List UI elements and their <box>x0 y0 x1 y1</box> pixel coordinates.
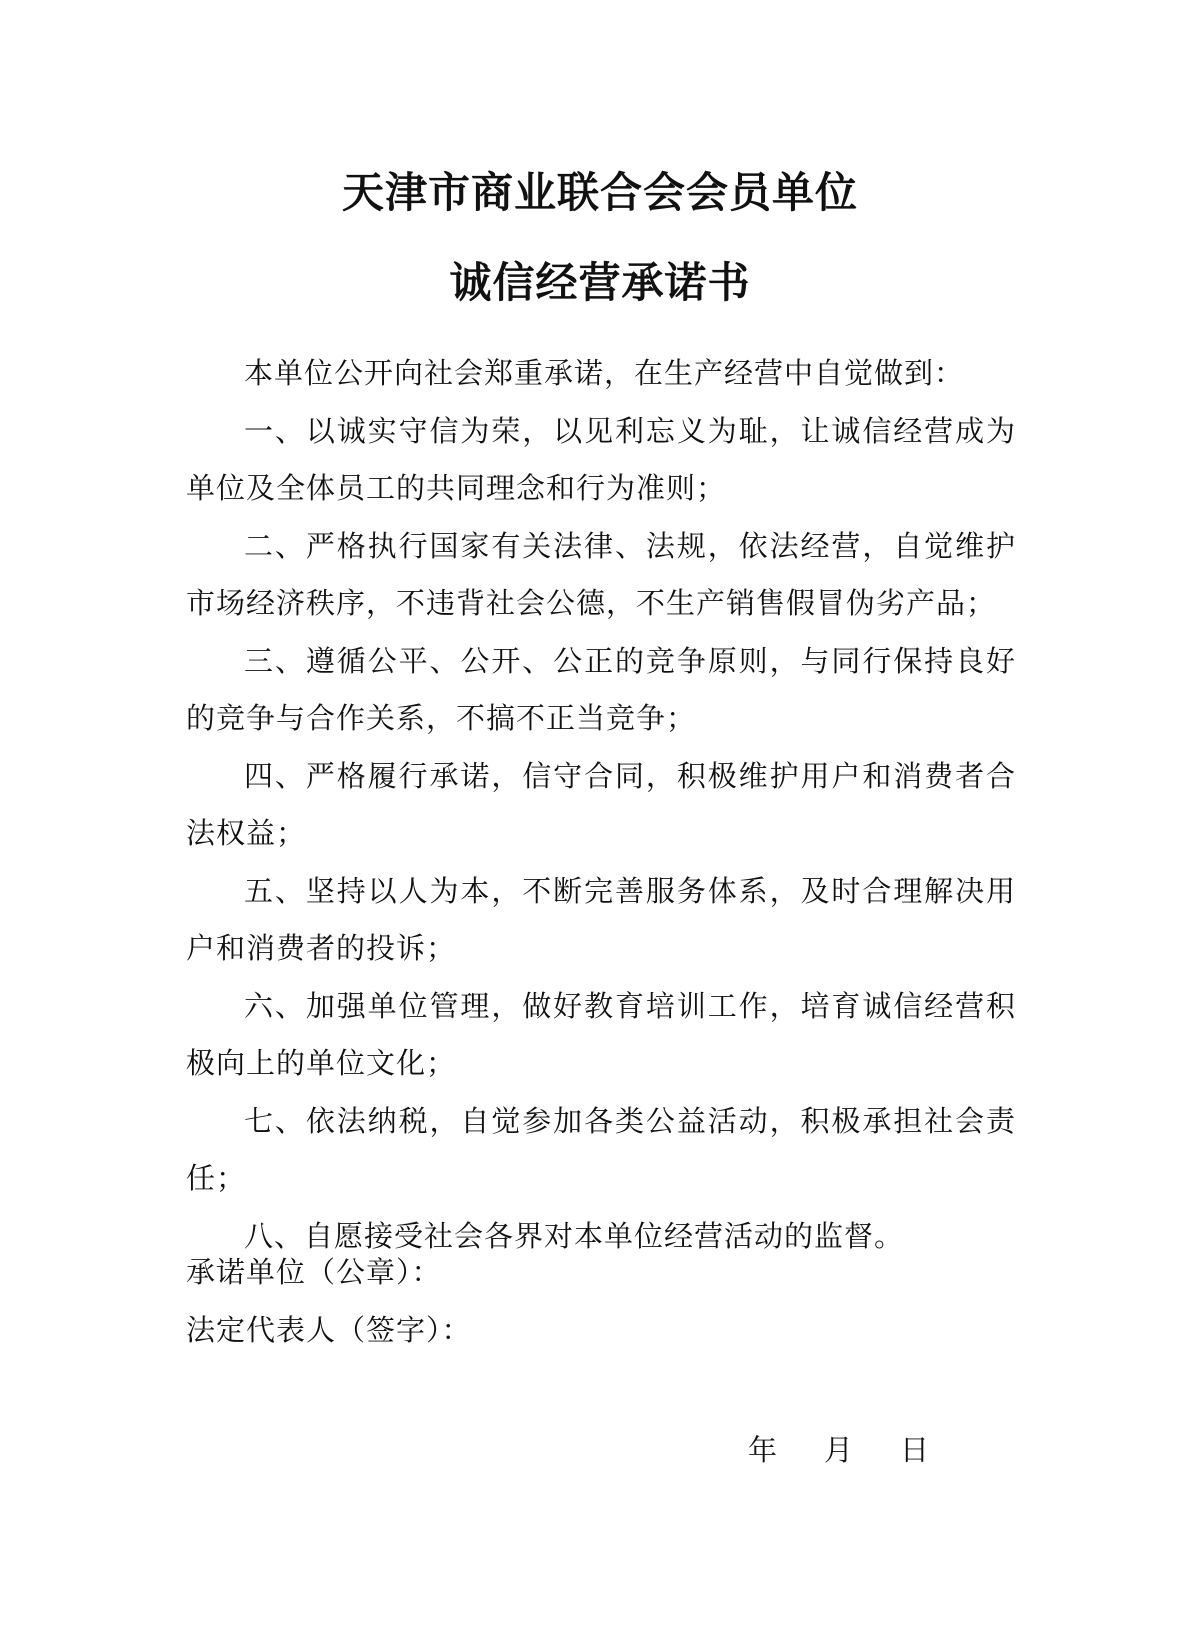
document-body <box>186 345 1016 1265</box>
pledge-item-3: 三、遵循公平、公开、公正的竞争原则，与同行保持良好的竞争与合作关系，不搞不正当竞争； <box>186 643 1016 735</box>
signature-representative-label: 法定代表人（签字）： <box>186 1313 472 1347</box>
date-month-label: 月 <box>824 1433 854 1467</box>
pledge-item-7: 七、依法纳税，自觉参加各类公益活动，积极承担社会责任； <box>186 1103 1016 1195</box>
date-year-label: 年 <box>748 1433 778 1467</box>
date-line <box>748 1428 929 1469</box>
pledge-item-2: 二、严格执行国家有关法律、法规，依法经营，自觉维护市场经济秩序，不违背社会公德，不生产销售假冒伪劣产品； <box>186 528 1016 620</box>
pledge-item-4: 四、严格履行承诺，信守合同，积极维护用户和消费者合法权益； <box>186 758 1016 850</box>
signature-unit-label: 承诺单位（公章）： <box>186 1255 442 1289</box>
date-day-label: 日 <box>900 1433 930 1467</box>
pledge-item-8: 八、自愿接受社会各界对本单位经营活动的监督。 <box>244 1218 905 1253</box>
pledge-item-5: 五、坚持以人为本，不断完善服务体系，及时合理解决用户和消费者的投诉； <box>186 873 1016 965</box>
intro-paragraph: 本单位公开向社会郑重承诺，在生产经营中自觉做到： <box>244 356 965 390</box>
pledge-item-6: 六、加强单位管理，做好教育培训工作，培育诚信经营积极向上的单位文化； <box>186 988 1016 1080</box>
pledge-item-1: 一、以诚实守信为荣，以见利忘义为耻，让诚信经营成为单位及全体员工的共同理念和行为准则； <box>186 413 1016 505</box>
document-title-line1: 天津市商业联合会会员单位 <box>341 168 858 217</box>
document-title-line2: 诚信经营承诺书 <box>449 258 751 307</box>
